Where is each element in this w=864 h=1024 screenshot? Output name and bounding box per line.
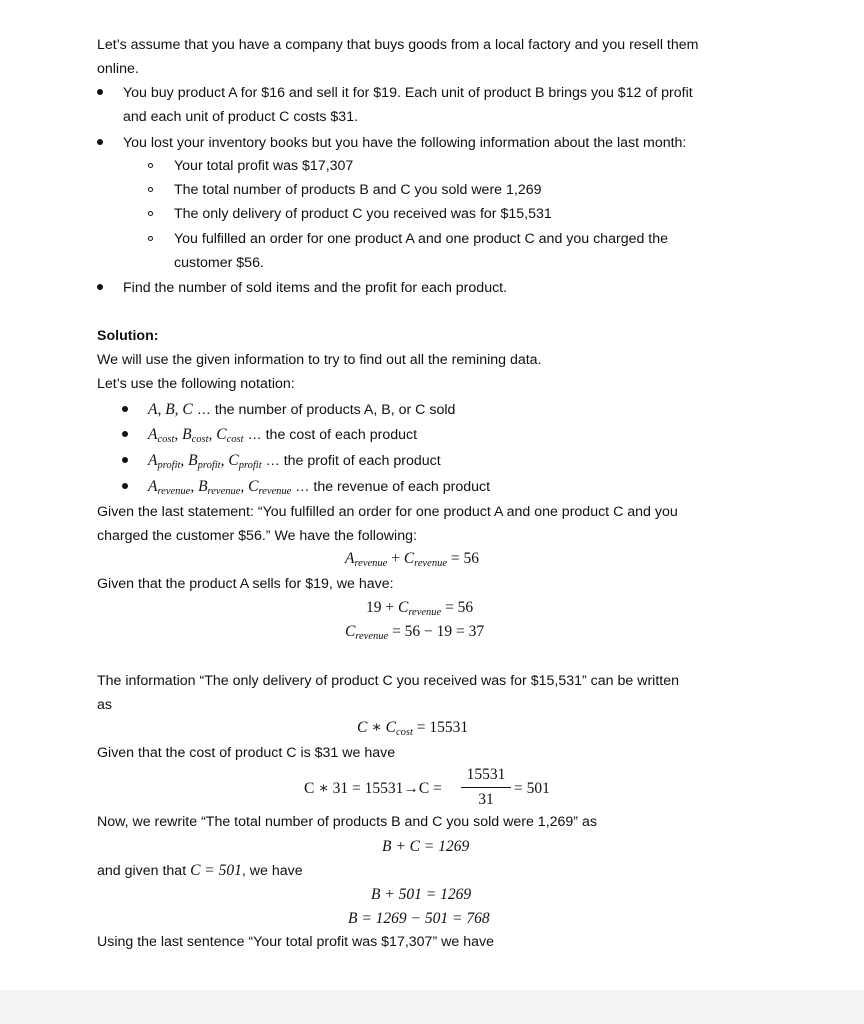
bullet-1-line-2: and each unit of product C costs $31. bbox=[123, 109, 359, 125]
equation-b-substitute: B + 501 = 1269 bbox=[371, 886, 472, 903]
equation-c-cost: C ∗ $C_{cost} = 15531$ bbox=[357, 719, 469, 738]
paragraph-6: and given that C = 501, we have bbox=[97, 862, 303, 879]
solution-line-1: We will use the given information to try to find out all the remining data. bbox=[97, 352, 542, 368]
sub-bullet-4-line-2: customer $56. bbox=[174, 255, 264, 271]
paragraph-2: Given that the product A sells for $19, we have: bbox=[97, 576, 394, 592]
bullet-icon bbox=[122, 457, 128, 463]
sub-bullet-icon bbox=[148, 211, 153, 216]
fraction-bar bbox=[461, 787, 511, 788]
sub-bullet-icon bbox=[148, 163, 153, 168]
fraction-numerator: 15531 bbox=[466, 766, 506, 783]
bullet-icon bbox=[122, 406, 128, 412]
bullet-icon bbox=[97, 89, 103, 95]
sub-bullet-3: The only delivery of product C you received was for $15,531 bbox=[174, 206, 552, 222]
bullet-icon bbox=[97, 284, 103, 290]
page-footer-band bbox=[0, 990, 864, 1024]
bullet-2: You lost your inventory books but you have the following information about the last month: bbox=[123, 135, 687, 151]
notation-revenue: $A_{revenue}$, $B_{revenue}$, $C_{revenue}$ … the revenue of each product bbox=[148, 478, 491, 497]
bullet-icon bbox=[97, 139, 103, 145]
solution-line-2: Let’s use the following notation: bbox=[97, 376, 295, 392]
intro-line-1: Let’s assume that you have a company that buys goods from a local factory and you resell them bbox=[97, 37, 699, 53]
paragraph-3-line-1: The information “The only delivery of product C you received was for $15,531” can be written bbox=[97, 673, 679, 689]
equation-c-solve-lhs: C ∗ 31 = 15531→C = bbox=[304, 780, 442, 797]
notation-count: A, B, C … the number of products A, B, or C sold bbox=[148, 401, 456, 418]
sub-bullet-icon bbox=[148, 187, 153, 192]
equation-c-revenue-2: $C_{revenue} = 56 - 19 = 37$ bbox=[345, 623, 485, 642]
paragraph-4: Given that the cost of product C is $31 we have bbox=[97, 745, 396, 761]
paragraph-5: Now, we rewrite “The total number of products B and C you sold were 1,269” as bbox=[97, 814, 597, 830]
equation-b-result: B = 1269 − 501 = 768 bbox=[348, 910, 490, 927]
equation-c-revenue-1: $19 + C_{revenue} = 56$ bbox=[366, 599, 474, 618]
bullet-3: Find the number of sold items and the profit for each product. bbox=[123, 280, 508, 296]
equation-b-plus-c: B + C = 1269 bbox=[382, 838, 470, 855]
bullet-1-line-1: You buy product A for $16 and sell it for $19. Each unit of product B brings you $12 of profit bbox=[123, 85, 693, 101]
intro-line-2: online. bbox=[97, 61, 139, 77]
sub-bullet-4-line-1: You fulfilled an order for one product A and one product C and you charged the bbox=[174, 231, 669, 247]
paragraph-3-line-2: as bbox=[97, 697, 112, 713]
sub-bullet-2: The total number of products B and C you sold were 1,269 bbox=[174, 182, 542, 198]
sub-bullet-icon bbox=[148, 236, 153, 241]
solution-heading: Solution: bbox=[97, 328, 159, 344]
notation-cost: $A_{cost}$, $B_{cost}$, $C_{cost}$ … the cost of each product bbox=[148, 426, 418, 445]
paragraph-1-line-1: Given the last statement: “You fulfilled an order for one product A and one product C and you bbox=[97, 504, 678, 520]
equation-revenue-sum: $A_{revenue} + C_{revenue} = 56$ bbox=[345, 550, 479, 569]
bullet-icon bbox=[122, 483, 128, 489]
paragraph-7: Using the last sentence “Your total profit was $17,307” we have bbox=[97, 934, 494, 950]
sub-bullet-1: Your total profit was $17,307 bbox=[174, 158, 354, 174]
paragraph-1-line-2: charged the customer $56.” We have the following: bbox=[97, 528, 417, 544]
equation-c-solve-rhs: = 501 bbox=[514, 780, 550, 797]
notation-profit: $A_{profit}$, $B_{profit}$, $C_{profit}$ … the profit of each product bbox=[148, 452, 441, 471]
bullet-icon bbox=[122, 431, 128, 437]
fraction-denominator: 31 bbox=[478, 791, 494, 808]
